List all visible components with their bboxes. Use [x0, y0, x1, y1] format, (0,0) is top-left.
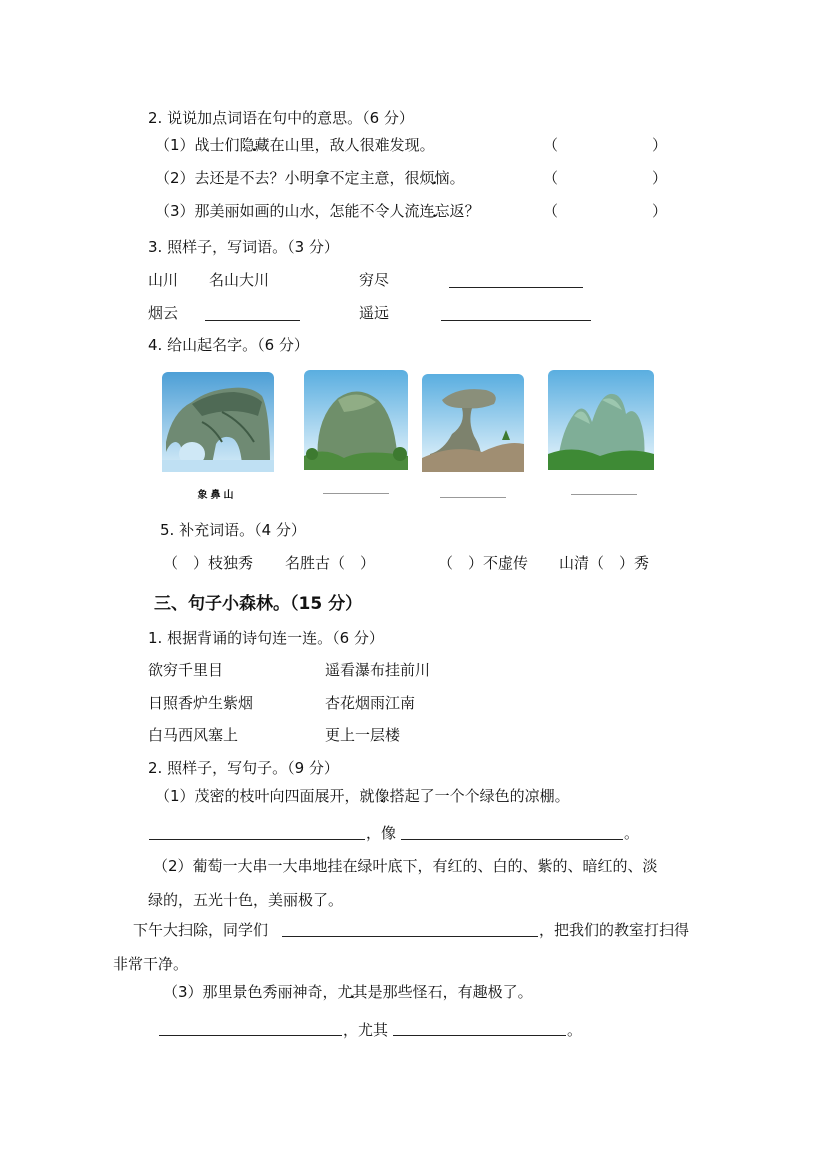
answer-paren-open: （	[543, 136, 559, 154]
answer-blank[interactable]	[149, 838, 365, 840]
sentence-2-fill-pre: 下午大扫除，同学们	[133, 921, 269, 939]
sentence-example-3: （3）那里景色秀丽神奇，尤其是那些怪石，有趣极了。	[163, 983, 533, 1001]
q2-item-1: （1）战士们隐藏在山里，敌人很难发现。	[155, 136, 435, 154]
poem-right-1: 遥看瀑布挂前川	[325, 661, 431, 679]
sentence-2-fill-post: ，把我们的教室打扫得	[539, 921, 690, 939]
camel-hill-picture	[548, 370, 654, 470]
q5-title: 5. 补充词语。（4 分）	[160, 521, 306, 539]
poem-right-2: 杏花烟雨江南	[325, 694, 416, 712]
answer-paren-open: （	[543, 169, 559, 187]
q3-word-3: 遥远	[359, 304, 390, 322]
answer-blank[interactable]	[441, 319, 591, 321]
answer-paren-open: （	[543, 202, 559, 220]
poem-left-3: 白马西风塞上	[148, 726, 239, 744]
answer-blank[interactable]	[449, 286, 583, 288]
answer-blank[interactable]	[571, 494, 637, 495]
answer-blank[interactable]	[393, 1034, 566, 1036]
q2-item-3: （3）那美丽如画的山水，怎能不令人流连忘返？	[155, 202, 480, 220]
answer-blank[interactable]	[282, 935, 538, 937]
dome-hill-picture	[304, 370, 408, 470]
q3-word-2: 烟云	[148, 304, 179, 322]
emphasis-dots: 烦恼	[419, 169, 450, 187]
q2-title: 2. 说说加点词语在句中的意思。（6 分）	[148, 109, 414, 127]
balancing-rock-picture	[422, 374, 524, 472]
answer-blank[interactable]	[159, 1034, 342, 1036]
emphasis-dots: 像	[374, 787, 390, 805]
q5-part-3: （ ）不虚传	[438, 554, 529, 572]
answer-blank[interactable]	[440, 497, 506, 498]
s3-q1-title: 1. 根据背诵的诗句连一连。（6 分）	[148, 629, 384, 647]
answer-blank[interactable]	[205, 319, 300, 321]
answer-blank[interactable]	[323, 493, 389, 494]
sentence-example-2-line2: 绿的，五光十色，美丽极了。	[148, 891, 344, 909]
emphasis-dots: 流连忘返	[404, 202, 465, 220]
sentence-1-connector: ，像	[366, 824, 397, 842]
answer-paren-close: ）	[652, 169, 668, 187]
sentence-3-connector: ，尤其	[343, 1021, 389, 1039]
q3-example-b: 名山大川	[209, 271, 270, 289]
q3-word-1: 穷尽	[359, 271, 390, 289]
sentence-example-1: （1）茂密的枝叶向四面展开，就像搭起了一个个绿色的凉棚。	[155, 787, 570, 805]
sentence-2-fill-line2: 非常干净。	[113, 955, 189, 973]
answer-paren-close: ）	[652, 136, 668, 154]
answer-blank[interactable]	[401, 838, 623, 840]
answer-paren-close: ）	[652, 202, 668, 220]
poem-right-3: 更上一层楼	[325, 726, 401, 744]
q5-part-4: 山清（ ）秀	[559, 554, 650, 572]
q5-part-1: （ ）枝独秀	[163, 554, 254, 572]
s3-q2-title: 2. 照样子，写句子。（9 分）	[148, 759, 339, 777]
sentence-1-end: 。	[624, 824, 640, 842]
sentence-3-end: 。	[567, 1021, 583, 1039]
q3-example-a: 山川	[148, 271, 179, 289]
emphasis-dots: 隐藏	[239, 136, 270, 154]
q2-item-2: （2）去还是不去？小明拿不定主意，很烦恼。	[155, 169, 465, 187]
poem-left-2: 日照香炉生紫烟	[148, 694, 254, 712]
picture-caption: 象鼻山	[197, 490, 237, 501]
emphasis-dots: 尤其	[337, 983, 368, 1001]
sentence-example-2-line1: （2）葡萄一大串一大串地挂在绿叶底下，有红的、白的、紫的、暗红的、淡	[153, 857, 658, 875]
section-3-title: 三、句子小森林。（15 分）	[154, 594, 363, 614]
elephant-trunk-hill-picture	[162, 372, 274, 472]
q3-title: 3. 照样子，写词语。（3 分）	[148, 238, 339, 256]
q4-title: 4. 给山起名字。（6 分）	[148, 336, 309, 354]
poem-left-1: 欲穷千里目	[148, 661, 224, 679]
q5-part-2: 名胜古（ ）	[285, 554, 376, 572]
